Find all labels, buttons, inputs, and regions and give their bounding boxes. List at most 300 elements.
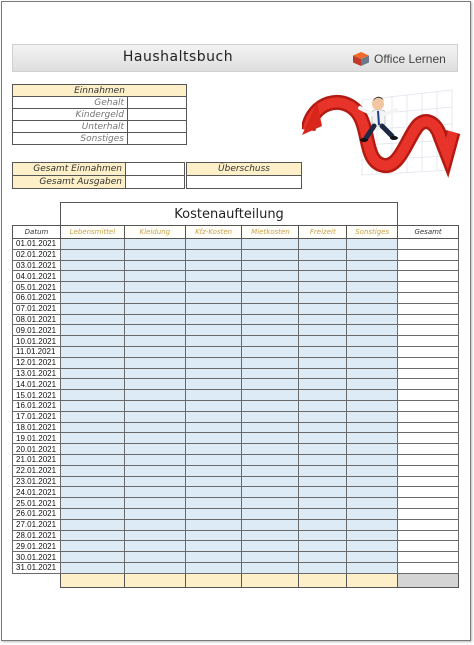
table-row [13, 422, 459, 433]
expense-input-cell[interactable] [124, 411, 185, 422]
expense-input-cell[interactable] [60, 303, 124, 314]
expense-input-cell[interactable] [185, 508, 242, 519]
expense-input-cell[interactable] [60, 249, 124, 260]
expense-input-cell[interactable] [185, 336, 242, 347]
expense-input-cell[interactable] [124, 336, 185, 347]
expense-input-cell[interactable] [60, 422, 124, 433]
expense-input-cell[interactable] [185, 400, 242, 411]
date-cell: 06.01.2021 [13, 292, 61, 303]
expense-input-cell[interactable] [242, 444, 299, 455]
table-row [13, 530, 459, 541]
date-cell: 09.01.2021 [13, 325, 61, 336]
expense-input-cell[interactable] [60, 271, 124, 282]
expense-input-cell[interactable] [185, 260, 242, 271]
expense-input-cell[interactable] [185, 292, 242, 303]
expense-input-cell[interactable] [124, 314, 185, 325]
table-row [13, 379, 459, 390]
expense-input-cell[interactable] [299, 239, 347, 250]
table-row [13, 282, 459, 293]
expense-input-cell[interactable] [242, 292, 299, 303]
expense-input-cell[interactable] [124, 400, 185, 411]
row-total-cell [398, 465, 459, 476]
expense-input-cell[interactable] [299, 325, 347, 336]
expense-input-cell[interactable] [347, 292, 398, 303]
expense-input-cell[interactable] [60, 552, 124, 563]
expense-input-cell[interactable] [124, 368, 185, 379]
row-total-cell [398, 314, 459, 325]
expense-input-cell[interactable] [60, 465, 124, 476]
expense-input-cell[interactable] [242, 508, 299, 519]
expense-input-cell[interactable] [60, 282, 124, 293]
expense-input-cell[interactable] [347, 249, 398, 260]
expense-input-cell[interactable] [185, 282, 242, 293]
table-row [13, 411, 459, 422]
expense-input-cell[interactable] [124, 444, 185, 455]
category-header: Sonstiges [347, 226, 398, 239]
sum-row [13, 573, 459, 587]
expense-input-cell[interactable] [60, 444, 124, 455]
expense-input-cell[interactable] [242, 530, 299, 541]
row-total-cell [398, 562, 459, 573]
expense-input-cell[interactable] [242, 260, 299, 271]
expense-input-cell[interactable] [124, 422, 185, 433]
expense-input-cell[interactable] [299, 336, 347, 347]
expense-input-cell[interactable] [242, 519, 299, 530]
date-column-header: Datum [13, 226, 61, 239]
expense-input-cell[interactable] [242, 433, 299, 444]
expense-input-cell[interactable] [299, 390, 347, 401]
expense-input-cell[interactable] [347, 379, 398, 390]
expense-input-cell[interactable] [347, 325, 398, 336]
date-cell: 21.01.2021 [13, 454, 61, 465]
date-cell: 17.01.2021 [13, 411, 61, 422]
expense-input-cell[interactable] [299, 400, 347, 411]
expense-input-cell[interactable] [242, 562, 299, 573]
expense-input-cell[interactable] [299, 379, 347, 390]
expense-input-cell[interactable] [124, 519, 185, 530]
expense-input-cell[interactable] [242, 379, 299, 390]
expense-input-cell[interactable] [124, 508, 185, 519]
date-cell: 31.01.2021 [13, 562, 61, 573]
expense-input-cell[interactable] [124, 239, 185, 250]
category-sum-cell [185, 573, 242, 587]
office-cube-icon [353, 52, 369, 66]
expense-input-cell[interactable] [60, 498, 124, 509]
table-row [13, 314, 459, 325]
expense-input-cell[interactable] [124, 433, 185, 444]
expense-input-cell[interactable] [299, 487, 347, 498]
expense-input-cell[interactable] [185, 357, 242, 368]
expense-input-cell[interactable] [299, 498, 347, 509]
expense-input-cell[interactable] [60, 508, 124, 519]
expense-input-cell[interactable] [185, 433, 242, 444]
date-cell: 10.01.2021 [13, 336, 61, 347]
expense-input-cell[interactable] [347, 260, 398, 271]
expense-input-cell[interactable] [185, 530, 242, 541]
row-total-cell [398, 357, 459, 368]
expense-input-cell[interactable] [299, 530, 347, 541]
category-header: Kleidung [124, 226, 185, 239]
expense-input-cell[interactable] [242, 303, 299, 314]
table-row [13, 498, 459, 509]
date-cell: 02.01.2021 [13, 249, 61, 260]
table-row [13, 444, 459, 455]
expense-input-cell[interactable] [185, 411, 242, 422]
expense-input-cell[interactable] [185, 519, 242, 530]
table-row [13, 271, 459, 282]
expense-input-cell[interactable] [60, 411, 124, 422]
expense-input-cell[interactable] [124, 541, 185, 552]
date-cell: 26.01.2021 [13, 508, 61, 519]
expense-input-cell[interactable] [347, 444, 398, 455]
expense-input-cell[interactable] [60, 325, 124, 336]
expense-input-cell[interactable] [242, 465, 299, 476]
table-row [13, 260, 459, 271]
expense-input-cell[interactable] [299, 519, 347, 530]
expense-input-cell[interactable] [185, 465, 242, 476]
expense-input-cell[interactable] [242, 314, 299, 325]
expense-input-cell[interactable] [299, 260, 347, 271]
table-row [13, 336, 459, 347]
totals-table [12, 162, 185, 189]
expense-input-cell[interactable] [242, 249, 299, 260]
date-cell: 13.01.2021 [13, 368, 61, 379]
expense-input-cell[interactable] [185, 498, 242, 509]
expense-input-cell[interactable] [347, 390, 398, 401]
table-row [13, 562, 459, 573]
expense-input-cell[interactable] [185, 325, 242, 336]
expense-input-cell[interactable] [185, 346, 242, 357]
page-title: Haushaltsbuch [122, 49, 234, 65]
row-total-cell [398, 498, 459, 509]
row-total-cell [398, 390, 459, 401]
row-total-cell [398, 541, 459, 552]
income-value-cell[interactable] [128, 97, 187, 109]
table-row [13, 303, 459, 314]
date-cell: 04.01.2021 [13, 271, 61, 282]
expense-input-cell[interactable] [347, 271, 398, 282]
row-total-cell [398, 271, 459, 282]
expenses-table [12, 202, 459, 588]
income-table [12, 84, 187, 145]
logo-text: Office Lernen [374, 52, 446, 66]
expense-input-cell[interactable] [185, 444, 242, 455]
expense-input-cell[interactable] [60, 541, 124, 552]
table-row [13, 476, 459, 487]
expense-input-cell[interactable] [60, 400, 124, 411]
expense-input-cell[interactable] [60, 487, 124, 498]
row-total-cell [398, 433, 459, 444]
table-row [13, 433, 459, 444]
table-row [13, 346, 459, 357]
expense-input-cell[interactable] [299, 303, 347, 314]
expense-input-cell[interactable] [347, 508, 398, 519]
expense-input-cell[interactable] [299, 422, 347, 433]
row-total-cell [398, 422, 459, 433]
expense-input-cell[interactable] [185, 314, 242, 325]
businessman-riding-arrow-illustration [302, 80, 462, 190]
expense-input-cell[interactable] [347, 530, 398, 541]
category-sum-cell [60, 573, 124, 587]
expense-input-cell[interactable] [242, 346, 299, 357]
row-total-cell [398, 303, 459, 314]
table-row [13, 249, 459, 260]
expense-input-cell[interactable] [60, 357, 124, 368]
table-row [13, 357, 459, 368]
expense-input-cell[interactable] [185, 368, 242, 379]
expense-input-cell[interactable] [60, 530, 124, 541]
category-sum-cell [242, 573, 299, 587]
date-cell: 23.01.2021 [13, 476, 61, 487]
expense-input-cell[interactable] [242, 454, 299, 465]
expense-input-cell[interactable] [299, 454, 347, 465]
logo [353, 51, 446, 67]
expense-input-cell[interactable] [299, 271, 347, 282]
expense-input-cell[interactable] [60, 519, 124, 530]
expense-input-cell[interactable] [347, 282, 398, 293]
expense-input-cell[interactable] [299, 552, 347, 563]
expense-input-cell[interactable] [60, 562, 124, 573]
row-total-cell [398, 239, 459, 250]
row-total-cell [398, 336, 459, 347]
expense-input-cell[interactable] [347, 336, 398, 347]
expense-input-cell[interactable] [347, 519, 398, 530]
income-label: Unterhalt [13, 121, 128, 133]
expense-input-cell[interactable] [242, 400, 299, 411]
expense-input-cell[interactable] [347, 465, 398, 476]
date-cell: 24.01.2021 [13, 487, 61, 498]
expense-input-cell[interactable] [242, 271, 299, 282]
expense-input-cell[interactable] [185, 390, 242, 401]
expense-input-cell[interactable] [242, 368, 299, 379]
expense-input-cell[interactable] [185, 303, 242, 314]
income-value-cell[interactable] [128, 121, 187, 133]
expense-input-cell[interactable] [185, 379, 242, 390]
expense-input-cell[interactable] [124, 282, 185, 293]
date-cell: 19.01.2021 [13, 433, 61, 444]
expense-input-cell[interactable] [60, 292, 124, 303]
expense-input-cell[interactable] [299, 508, 347, 519]
date-cell: 12.01.2021 [13, 357, 61, 368]
expense-input-cell[interactable] [299, 314, 347, 325]
grand-total-cell [398, 573, 459, 587]
total-income-value[interactable] [126, 163, 185, 176]
row-total-cell [398, 519, 459, 530]
category-header: Freizeit [299, 226, 347, 239]
row-total-cell [398, 249, 459, 260]
row-total-cell [398, 260, 459, 271]
date-cell: 22.01.2021 [13, 465, 61, 476]
expense-input-cell[interactable] [60, 239, 124, 250]
expense-input-cell[interactable] [124, 271, 185, 282]
expense-input-cell[interactable] [347, 552, 398, 563]
expense-input-cell[interactable] [242, 411, 299, 422]
table-row [13, 508, 459, 519]
expense-input-cell[interactable] [299, 476, 347, 487]
expense-input-cell[interactable] [347, 368, 398, 379]
expense-input-cell[interactable] [124, 552, 185, 563]
expense-input-cell[interactable] [124, 476, 185, 487]
date-cell: 08.01.2021 [13, 314, 61, 325]
expense-input-cell[interactable] [347, 422, 398, 433]
category-header: Kfz-Kosten [185, 226, 242, 239]
expense-input-cell[interactable] [347, 562, 398, 573]
expense-input-cell[interactable] [60, 390, 124, 401]
total-expense-value[interactable] [126, 176, 185, 189]
expense-input-cell[interactable] [185, 422, 242, 433]
expense-input-cell[interactable] [124, 249, 185, 260]
expense-input-cell[interactable] [185, 249, 242, 260]
expense-input-cell[interactable] [185, 239, 242, 250]
expense-input-cell[interactable] [299, 292, 347, 303]
expense-input-cell[interactable] [124, 379, 185, 390]
expense-input-cell[interactable] [347, 314, 398, 325]
expense-input-cell[interactable] [124, 292, 185, 303]
expense-input-cell[interactable] [60, 433, 124, 444]
expense-input-cell[interactable] [60, 454, 124, 465]
expense-input-cell[interactable] [242, 390, 299, 401]
expense-input-cell[interactable] [124, 346, 185, 357]
expense-input-cell[interactable] [299, 357, 347, 368]
row-total-cell [398, 325, 459, 336]
expense-input-cell[interactable] [299, 444, 347, 455]
expense-input-cell[interactable] [185, 552, 242, 563]
row-total-cell [398, 368, 459, 379]
date-cell: 07.01.2021 [13, 303, 61, 314]
date-cell: 16.01.2021 [13, 400, 61, 411]
row-total-cell [398, 530, 459, 541]
expense-input-cell[interactable] [299, 282, 347, 293]
expense-input-cell[interactable] [347, 303, 398, 314]
expense-input-cell[interactable] [299, 346, 347, 357]
expense-input-cell[interactable] [242, 336, 299, 347]
expense-input-cell[interactable] [185, 271, 242, 282]
expense-input-cell[interactable] [60, 260, 124, 271]
expense-input-cell[interactable] [60, 346, 124, 357]
expense-input-cell[interactable] [347, 346, 398, 357]
expense-input-cell[interactable] [299, 433, 347, 444]
category-sum-cell [347, 573, 398, 587]
expense-input-cell[interactable] [60, 336, 124, 347]
expense-input-cell[interactable] [347, 239, 398, 250]
expense-input-cell[interactable] [299, 465, 347, 476]
table-row [13, 368, 459, 379]
date-cell: 05.01.2021 [13, 282, 61, 293]
expense-input-cell[interactable] [347, 400, 398, 411]
income-value-cell[interactable] [128, 109, 187, 121]
expense-input-cell[interactable] [299, 368, 347, 379]
expense-input-cell[interactable] [299, 541, 347, 552]
date-cell: 20.01.2021 [13, 444, 61, 455]
expense-input-cell[interactable] [347, 357, 398, 368]
table-row [13, 454, 459, 465]
expense-input-cell[interactable] [299, 562, 347, 573]
expense-input-cell[interactable] [242, 239, 299, 250]
date-cell: 25.01.2021 [13, 498, 61, 509]
expense-input-cell[interactable] [242, 476, 299, 487]
date-cell: 03.01.2021 [13, 260, 61, 271]
income-label: Kindergeld [13, 109, 128, 121]
expenses-header-row [13, 226, 459, 239]
expense-input-cell[interactable] [299, 411, 347, 422]
table-row [13, 292, 459, 303]
expense-input-cell[interactable] [242, 541, 299, 552]
expense-input-cell[interactable] [242, 498, 299, 509]
expense-input-cell[interactable] [347, 454, 398, 465]
date-cell: 14.01.2021 [13, 379, 61, 390]
table-row [13, 487, 459, 498]
row-total-cell [398, 346, 459, 357]
expense-input-cell[interactable] [124, 487, 185, 498]
date-cell: 27.01.2021 [13, 519, 61, 530]
expense-input-cell[interactable] [242, 325, 299, 336]
expense-input-cell[interactable] [185, 487, 242, 498]
expense-input-cell[interactable] [124, 530, 185, 541]
expense-input-cell[interactable] [124, 454, 185, 465]
table-row [13, 400, 459, 411]
surplus-value[interactable] [187, 176, 302, 189]
expense-input-cell[interactable] [347, 476, 398, 487]
expense-input-cell[interactable] [124, 260, 185, 271]
expense-input-cell[interactable] [242, 357, 299, 368]
sum-row-spacer [13, 573, 61, 587]
date-cell: 18.01.2021 [13, 422, 61, 433]
expense-input-cell[interactable] [242, 552, 299, 563]
expense-input-cell[interactable] [242, 487, 299, 498]
expense-input-cell[interactable] [299, 249, 347, 260]
table-row [13, 541, 459, 552]
expense-input-cell[interactable] [242, 282, 299, 293]
expense-input-cell[interactable] [60, 368, 124, 379]
expense-input-cell[interactable] [124, 390, 185, 401]
category-header: Mietkosten [242, 226, 299, 239]
expense-input-cell[interactable] [347, 498, 398, 509]
expense-input-cell[interactable] [124, 357, 185, 368]
expense-input-cell[interactable] [124, 325, 185, 336]
expense-input-cell[interactable] [347, 411, 398, 422]
expense-input-cell[interactable] [124, 465, 185, 476]
expense-input-cell[interactable] [124, 562, 185, 573]
expense-input-cell[interactable] [185, 541, 242, 552]
row-total-cell [398, 379, 459, 390]
expense-input-cell[interactable] [60, 476, 124, 487]
table-row [13, 519, 459, 530]
row-total-cell [398, 454, 459, 465]
income-value-cell[interactable] [128, 133, 187, 145]
date-cell: 30.01.2021 [13, 552, 61, 563]
row-total-cell [398, 282, 459, 293]
expense-input-cell[interactable] [185, 562, 242, 573]
expense-input-cell[interactable] [185, 476, 242, 487]
income-heading: Einnahmen [13, 85, 187, 97]
expense-input-cell[interactable] [60, 314, 124, 325]
table-row [13, 552, 459, 563]
table-row [13, 465, 459, 476]
expense-input-cell[interactable] [124, 498, 185, 509]
expense-input-cell[interactable] [124, 303, 185, 314]
expense-input-cell[interactable] [347, 541, 398, 552]
expense-input-cell[interactable] [242, 422, 299, 433]
expense-input-cell[interactable] [185, 454, 242, 465]
row-total-cell [398, 508, 459, 519]
category-header: Lebensmittel [60, 226, 124, 239]
expense-input-cell[interactable] [347, 433, 398, 444]
category-sum-cell [299, 573, 347, 587]
expense-input-cell[interactable] [347, 487, 398, 498]
total-expense-label: Gesamt Ausgaben [13, 176, 126, 189]
expense-input-cell[interactable] [60, 379, 124, 390]
row-total-cell [398, 487, 459, 498]
